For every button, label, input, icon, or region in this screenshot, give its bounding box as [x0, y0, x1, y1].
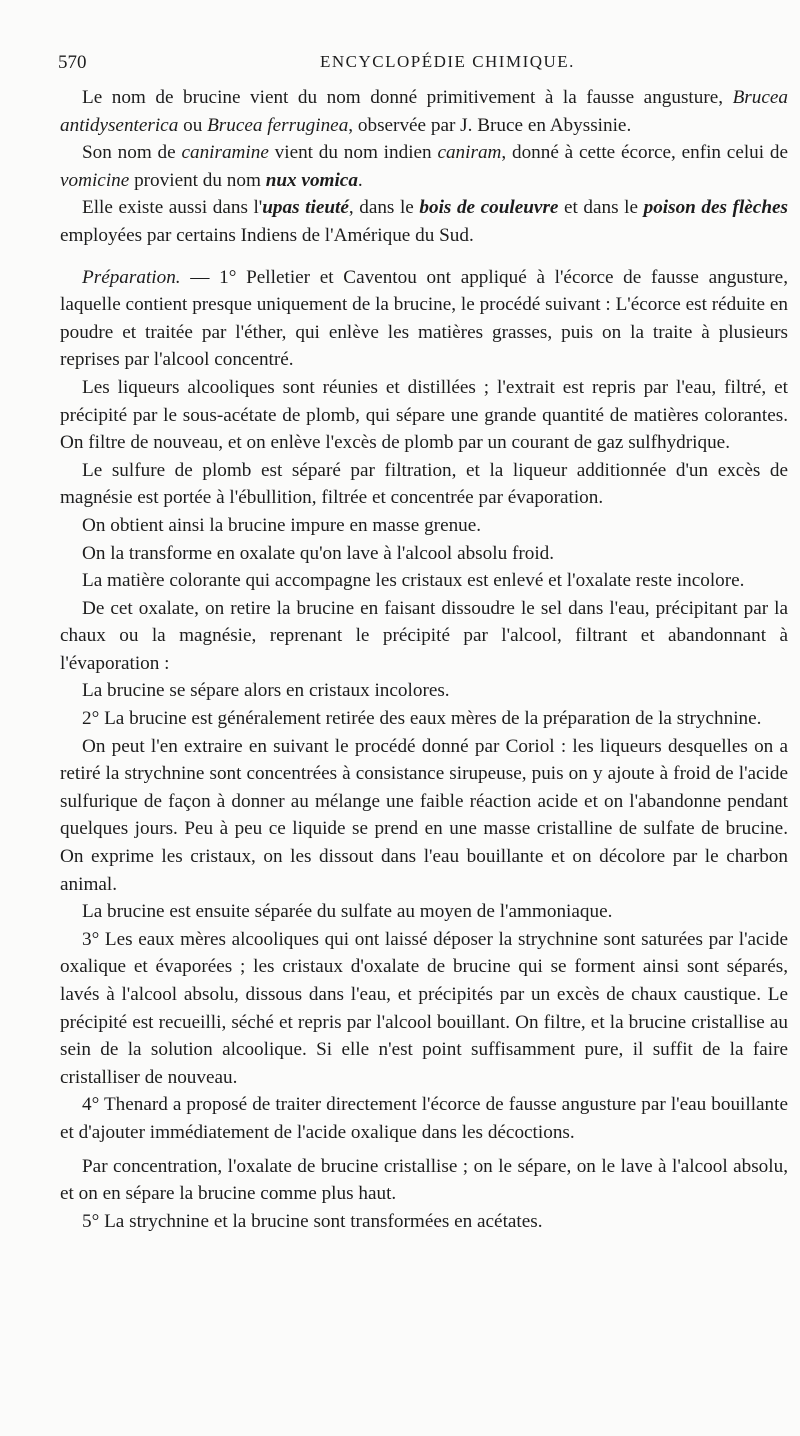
emphasized-text: Brucea ferruginea — [207, 114, 349, 136]
paragraph — [60, 374, 788, 457]
paragraph — [60, 457, 788, 512]
text-run: 3° Les eaux mères alcooliques qui ont laissé déposer la strychnine sont saturées par l'acide oxalique et évaporées ; les cristaux d'oxalate de brucine qui se forment ainsi sont séparés, lavés à l'alcool absolu, dissous dans l'eau, et précipités par un excès de chaux caustique. Le précipité est recueilli, séché et repris par l'alcool bouillant. On filtre, et la brucine cristallise au sein de la solution alcoolique. Si elle n'est point suffisamment pure, il suffit de la faire cristalliser de nouveau. — [60, 928, 788, 1088]
text-run: , observée par J. Bruce en Abyssinie. — [348, 114, 632, 136]
text-run: Son nom de — [82, 142, 182, 164]
paragraph — [60, 926, 788, 1092]
paragraph — [60, 84, 788, 139]
emphasized-text: caniram — [437, 142, 502, 164]
text-run: Par concentration, l'oxalate de brucine cristallise ; on le sépare, on le lave à l'alcool absolu, et on en sépare la brucine comme plus haut. — [60, 1155, 788, 1205]
emphasized-text: poison des flèches — [643, 197, 788, 219]
emphasized-text: caniramine — [181, 142, 269, 164]
text-run: De cet oxalate, on retire la brucine en faisant dissoudre le sel dans l'eau, précipitant par la chaux ou la magnésie, reprenant le précipité par l'alcool, filtrant et abandonnant à l'évaporation : — [60, 597, 788, 674]
paragraph — [60, 139, 788, 194]
paragraph — [60, 194, 788, 249]
paragraph — [60, 1153, 788, 1208]
paragraph — [60, 898, 788, 926]
paragraph — [60, 540, 788, 568]
paragraph — [60, 733, 788, 899]
page-number: 570 — [58, 52, 87, 73]
emphasized-text: bois de couleuvre — [419, 197, 559, 219]
text-run: , dans le — [348, 197, 420, 219]
emphasized-text: upas tieuté — [262, 197, 349, 219]
text-run: 4° Thenard a proposé de traiter directement l'écorce de fausse angusture par l'eau bouillante et d'ajouter immédiatement de l'acide oxalique dans les décoctions. — [60, 1094, 788, 1143]
text-run: . — [357, 169, 363, 191]
paragraph — [60, 705, 788, 733]
text-run: vient du nom indien — [268, 142, 438, 164]
emphasized-text: vomicine — [60, 169, 130, 191]
text-run: 5° La strychnine et la brucine sont transformées en acétates. — [82, 1210, 543, 1232]
text-run: 2° La brucine est généralement retirée des eaux mères de la préparation de la strychnine. — [82, 708, 762, 730]
paragraph — [60, 512, 788, 540]
text-run: ou — [178, 114, 208, 136]
paragraph — [60, 1091, 788, 1146]
text-run: Le nom de brucine vient du nom donné primitivement à la fausse angusture, — [82, 87, 733, 108]
emphasized-text: Brucea antidysenterica — [60, 87, 788, 136]
emphasized-text: Préparation. — [82, 266, 181, 288]
text-run: et dans le — [558, 197, 644, 219]
text-run: On obtient ainsi la brucine impure en masse grenue. — [82, 514, 482, 536]
text-run: On la transforme en oxalate qu'on lave à l'alcool absolu froid. — [82, 542, 555, 564]
paragraph — [60, 567, 788, 595]
text-run: On peut l'en extraire en suivant le procédé donné par Coriol : les liqueurs desquelles on a retiré la strychnine sont concentrées à consistance sirupeuse, puis on y ajoute à froid de l'acide sulfurique de façon à donner au mélange une faible réaction acide et on l'abandonne pendant quelques jours. Peu à peu ce liquide se prend en une masse cristalline de sulfate de brucine. On exprime les cristaux, on les dissout dans l'eau bouillante et on décolore par le charbon animal. — [60, 735, 788, 895]
text-run: Le sulfure de plomb est séparé par filtration, et la liqueur additionnée d'un excès de magnésie est portée à l'ébullition, filtrée et concentrée par évaporation. — [60, 459, 788, 509]
text-run: La brucine est ensuite séparée du sulfate au moyen de l'ammoniaque. — [82, 901, 613, 923]
running-title: ENCYCLOPÉDIE CHIMIQUE. — [320, 52, 575, 71]
text-run: La brucine se sépare alors en cristaux incolores. — [82, 680, 450, 702]
text-run: Elle existe aussi dans l' — [82, 197, 263, 219]
text-run: , donné à cette écorce, enfin celui de — [501, 142, 788, 164]
emphasized-text: nux vomica — [265, 169, 358, 191]
paragraph — [60, 677, 788, 705]
text-run: — 1° Pelletier et Caventou ont appliqué à l'écorce de fausse angusture, laquelle contient presque uniquement de la brucine, le procédé suivant : L'écorce est réduite en poudre et traitée par l'éther, qui enlève les matières grasses, puis on la traite à plusieurs reprises par l'alcool concentré. — [60, 266, 788, 371]
text-run: La matière colorante qui accompagne les cristaux est enlevé et l'oxalate reste incolore. — [82, 570, 745, 592]
paragraph — [60, 1208, 788, 1236]
running-head — [58, 52, 738, 82]
paragraph — [60, 595, 788, 678]
text-run: employées par certains Indiens de l'Amérique du Sud. — [60, 224, 474, 246]
text-run: provient du nom — [129, 169, 266, 191]
paragraph — [60, 264, 788, 374]
text-run: Les liqueurs alcooliques sont réunies et distillées ; l'extrait est repris par l'eau, filtré, et précipité par le sous-acétate de plomb, qui sépare une grande quantité de matières colorantes. On filtre de nouveau, et on enlève l'excès de plomb par un courant de gaz sulfhydrique. — [60, 376, 788, 454]
body-text — [60, 84, 788, 1235]
